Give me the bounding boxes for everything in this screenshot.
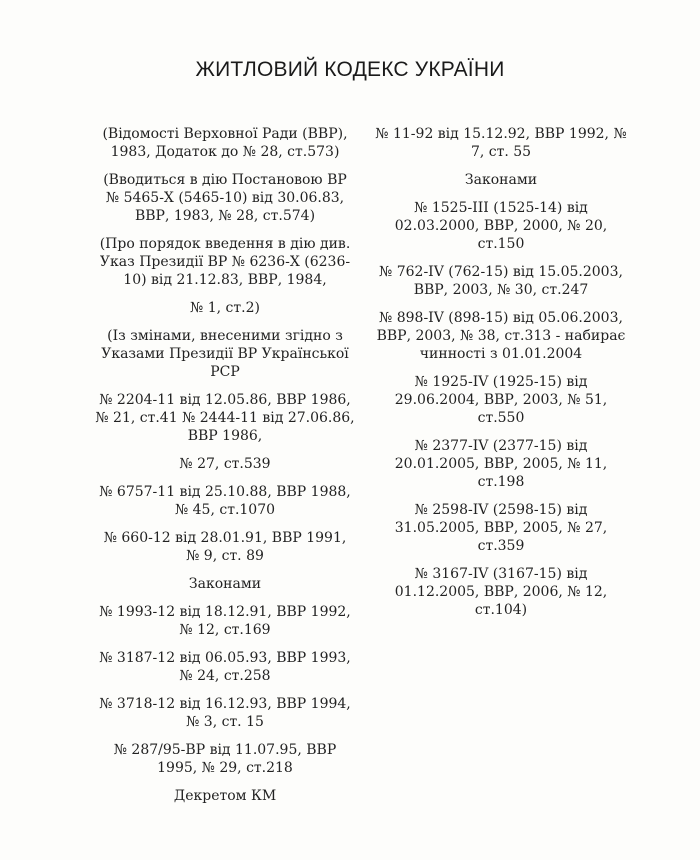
paragraph: (Із змінами, внесеними згідно з Указами Президії ВР Української РСР — [101, 328, 349, 380]
paragraph: № 1, ст.2) — [190, 300, 260, 316]
right-column — [372, 125, 630, 629]
paragraph: (Вводиться в дію Постановою ВР № 5465-X (5465-10) від 30.06.83, ВВР, 1983, № 28, ст.574) — [103, 172, 347, 224]
paragraph: № 2377-IV (2377-15) від 20.01.2005, ВВР, 2005, № 11, ст.198 — [394, 438, 608, 490]
section-label: Законами — [464, 172, 538, 188]
section-label: Законами — [188, 576, 262, 592]
paragraph: № 3167-IV (3167-15) від 01.12.2005, ВВР, 2006, № 12, ст.104) — [394, 566, 608, 618]
paragraph: № 6757-11 від 25.10.88, ВВР 1988, № 45, ст.1070 — [99, 484, 351, 518]
paragraph: № 898-IV (898-15) від 05.06.2003, ВВР, 2003, № 38, ст.313 - набирає чинності з 01.01.2004 — [376, 310, 626, 362]
left-column — [95, 125, 355, 815]
paragraph: № 1525-III (1525-14) від 02.03.2000, ВВР, 2000, № 20, ст.150 — [394, 200, 608, 252]
document-title: ЖИТЛОВИЙ КОДЕКС УКРАЇНИ — [195, 58, 505, 81]
section-label: Декретом КМ — [173, 788, 277, 804]
paragraph: № 2204-11 від 12.05.86, ВВР 1986, № 21, ст.41 № 2444-11 від 27.06.86, ВВР 1986, — [95, 392, 355, 444]
paragraph: № 287/95-ВР від 11.07.95, ВВР 1995, № 29, ст.218 — [113, 742, 337, 776]
paragraph: № 11-92 від 15.12.92, ВВР 1992, № 7, ст. 55 — [375, 126, 627, 160]
paragraph: № 1925-IV (1925-15) від 29.06.2004, ВВР, 2003, № 51, ст.550 — [394, 374, 608, 426]
paragraph: № 762-IV (762-15) від 15.05.2003, ВВР, 2003, № 30, ст.247 — [379, 264, 623, 298]
paragraph: № 27, ст.539 — [179, 456, 271, 472]
paragraph: № 3718-12 від 16.12.93, ВВР 1994, № 3, ст. 15 — [99, 696, 351, 730]
paragraph: (Про порядок введення в дію див. Указ Президії ВР № 6236-X (6236-10) від 21.12.83, ВВР, 1984, — [99, 236, 351, 288]
paragraph: № 2598-IV (2598-15) від 31.05.2005, ВВР, 2005, № 27, ст.359 — [394, 502, 608, 554]
paragraph: № 660-12 від 28.01.91, ВВР 1991, № 9, ст. 89 — [103, 530, 347, 564]
paragraph: (Відомості Верховної Ради (ВВР), 1983, Додаток до № 28, ст.573) — [102, 126, 348, 160]
paragraph: № 1993-12 від 18.12.91, ВВР 1992, № 12, ст.169 — [99, 604, 351, 638]
paragraph: № 3187-12 від 06.05.93, ВВР 1993, № 24, ст.258 — [99, 650, 351, 684]
